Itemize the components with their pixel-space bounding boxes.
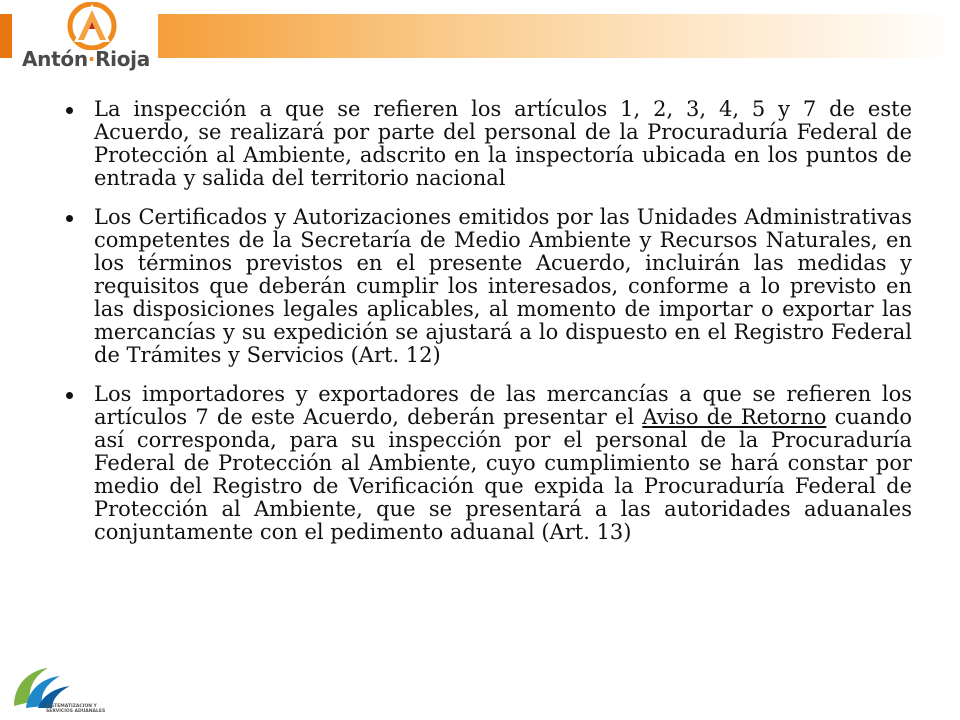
aviso-de-retorno-link[interactable]: Aviso de Retorno: [642, 405, 827, 429]
bullet-dot-icon: [66, 392, 73, 399]
anton-rioja-logo-icon: [64, 2, 120, 50]
logo-wordmark: [22, 47, 150, 71]
bullet-list: [66, 98, 912, 560]
company-logo: [12, 0, 158, 82]
header-band-tab: [0, 14, 12, 58]
bullet-dot-icon: [66, 215, 73, 222]
bullet-item-1: [66, 98, 912, 190]
bullet-text-2: Los Certificados y Autorizaciones emitidos por las Unidades Administrativas competentes de la Secretaría de Medio Ambiente y Recursos Naturales, en los términos previstos en el presente Acuerdo, incluirán las medidas y requisitos que deberán cumplir los interesados, conforme a lo previsto en las disposiciones legales aplicables, al momento de importar o exportar las mercancías y su expedición se ajustará a lo dispuesto en el Registro Federal de Trámites y Servicios (Art. 12): [94, 205, 912, 367]
bullet-text-1: La inspección a que se refieren los artículos 1, 2, 3, 4, 5 y 7 de este Acuerdo, se realizará por parte del personal de la Procuraduría Federal de Protección al Ambiente, adscrito en la inspectoría ubicada en los puntos de entrada y salida del territorio nacional: [94, 97, 912, 190]
footer-caption-line2: SERVICIOS ADUANALES: [46, 709, 106, 714]
footer-caption: [46, 704, 105, 714]
logo-separator: ·: [87, 47, 96, 71]
bullet-item-2: [66, 206, 912, 367]
bullet-text-3-after: cuando así corresponda, para su inspección por el personal de la Procuraduría Federal de Protección al Ambiente, cuyo cumplimiento se hará constar por medio del Registro de Verificación que expida la Procuraduría Federal de Protección al Ambiente, que se presentará a las autoridades aduanales conjuntamente con el pedimento aduanal (Art. 13): [94, 405, 912, 544]
bullet-text-3-before: Los importadores y exportadores de las mercancías a que se refieren los artículos 7 de este Acuerdo, deberán presentar el: [94, 382, 912, 429]
logo-text-right: Rioja: [95, 47, 150, 71]
logo-text-left: Antón: [22, 47, 88, 71]
footer-caption-line1: SISTEMATIZACION Y: [46, 704, 97, 709]
bullet-dot-icon: [66, 107, 73, 114]
bullet-item-3: [66, 383, 912, 544]
